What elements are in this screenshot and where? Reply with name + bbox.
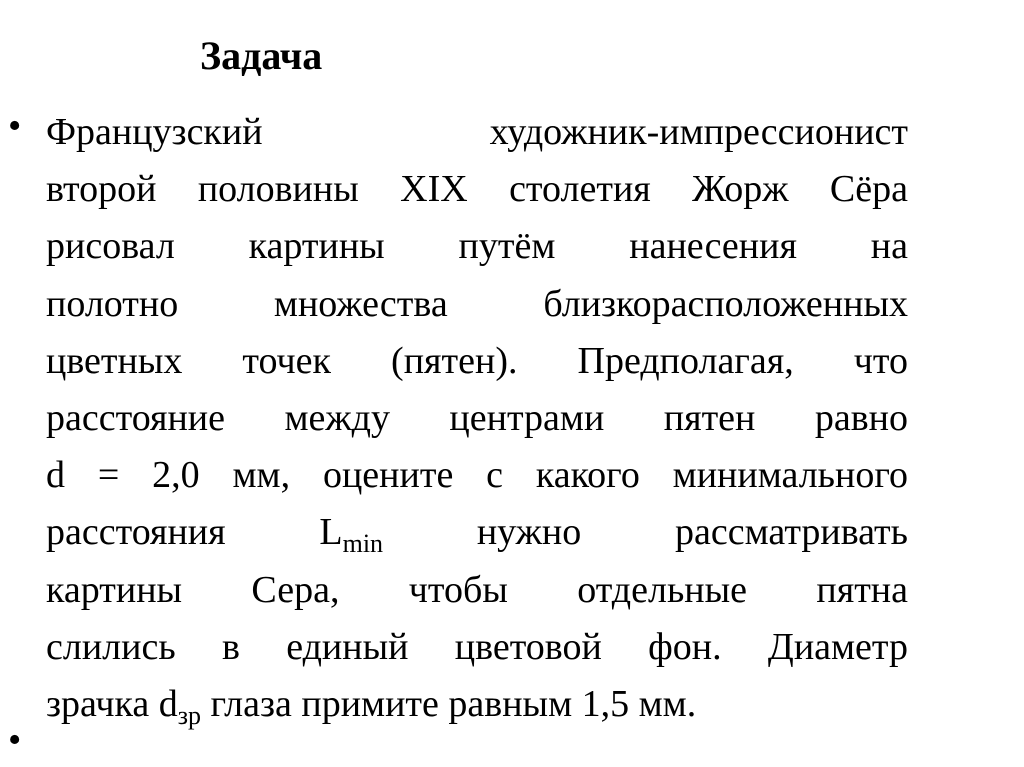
- bullet-marker-empty: •: [8, 719, 22, 761]
- task-line: Французский художник-импрессионист: [46, 111, 908, 153]
- task-line: расстояние между центрами пятен равно: [46, 397, 908, 440]
- task-line: полотно множества близкорасположенных: [46, 282, 908, 325]
- task-line: слились в единый цветовой фон. Диаметр: [46, 625, 908, 668]
- bullet-marker: •: [8, 105, 22, 147]
- lmin-suffix: нужно рассматривать: [383, 511, 908, 554]
- task-line: второй половины XIX столетия Жорж Сёра: [46, 168, 908, 211]
- task-line: рисовал картины путём нанесения на: [46, 225, 908, 268]
- task-line: d = 2,0 мм, оцените с какого минимального: [46, 454, 908, 497]
- task-line: цветных точек (пятен). Предполагая, что: [46, 339, 908, 382]
- lmin-subscript: min: [342, 529, 384, 559]
- dzr-suffix: глаза примите равным 1,5 мм.: [201, 683, 697, 726]
- task-text: [46, 104, 908, 733]
- slide-title: Задача: [200, 33, 323, 78]
- lmin-prefix: расстояния L: [46, 511, 343, 554]
- task-line: картины Сера, чтобы отдельные пятна: [46, 568, 908, 611]
- task-line-lmin: [46, 504, 908, 561]
- dzr-subscript: зр: [177, 701, 202, 731]
- dzr-prefix: зрачка d: [46, 683, 178, 726]
- task-line-dzr: [46, 676, 908, 733]
